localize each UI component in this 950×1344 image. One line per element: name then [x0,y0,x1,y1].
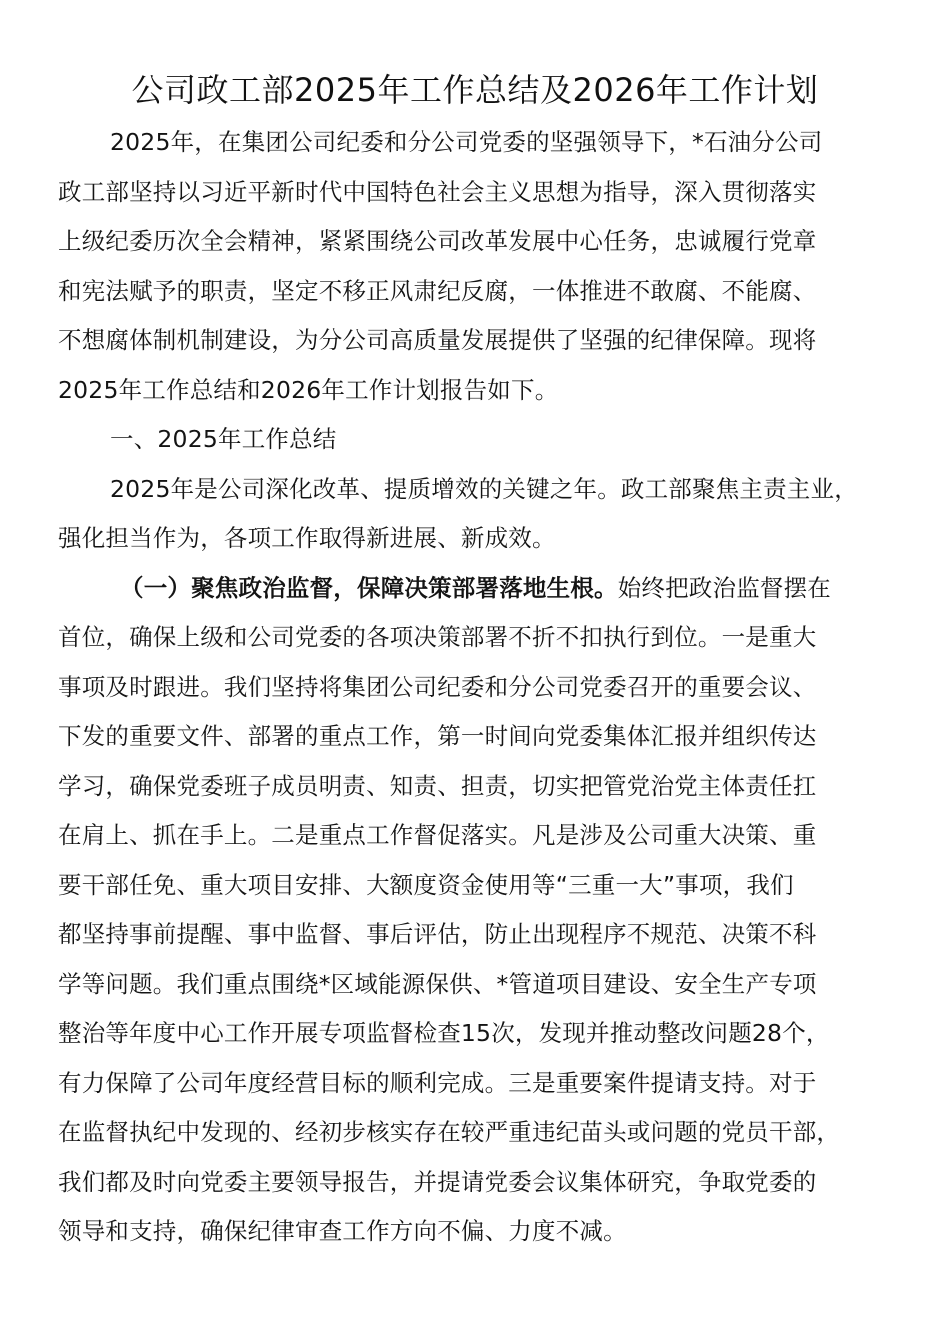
paragraph-line: 下发的重要文件、部署的重点工作，第一时间向党委集体汇报并组织传达 [58,722,817,750]
document-body [58,118,908,1257]
paragraph-line: 上级纪委历次全会精神，紧紧围绕公司改革发展中心任务，忠诚履行党章 [58,227,817,255]
paragraph-line: 不想腐体制机制建设，为分公司高质量发展提供了坚强的纪律保障。现将 [58,326,817,354]
paragraph-line: 强化担当作为，各项工作取得新进展、新成效。 [58,524,556,552]
paragraph-line: 在肩上、抓在手上。二是重点工作督促落实。凡是涉及公司重大决策、重 [58,821,817,849]
paragraph-line: 2025年，在集团公司纪委和分公司党委的坚强领导下，*石油分公司 [110,128,823,156]
paragraph-line: 学等问题。我们重点围绕*区域能源保供、*管道项目建设、安全生产专项 [58,969,817,998]
paragraph-line: 有力保障了公司年度经营目标的顺利完成。三是重要案件提请支持。对于 [58,1068,817,1097]
paragraph-line: 和宪法赋予的职责，坚定不移正风肃纪反腐，一体推进不敢腐、不能腐、 [58,276,817,305]
paragraph-line: 首位，确保上级和公司党委的各项决策部署不折不扣执行到位。一是重大 [58,623,817,651]
subsection-first-line [58,564,908,614]
paragraph-line: 学习，确保党委班子成员明责、知责、担责，切实把管党治党主体责任扛 [58,771,817,800]
paragraph-line: 2025年是公司深化改革、提质增效的关键之年。政工部聚焦主责主业， [110,474,858,503]
section-heading: 一、2025年工作总结 [110,425,337,453]
document-title: 公司政工部2025年工作总结及2026年工作计划 [131,71,819,109]
paragraph-line: 我们都及时向党委主要领导报告，并提请党委会议集体研究，争取党委的 [58,1167,817,1196]
paragraph-line: 整治等年度中心工作开展专项监督检查15次，发现并推动整改问题28个， [58,1019,830,1047]
intro-paragraph [58,118,908,415]
subsection-heading: （一）聚焦政治监督，保障决策部署落地生根。 [120,573,618,602]
paragraph-line: 要干部任免、重大项目安排、大额度资金使用等“三重一大”事项，我们 [58,870,794,899]
paragraph-line: 政工部坚持以习近平新时代中国特色社会主义思想为指导，深入贯彻落实 [58,177,817,206]
subsection-first-line-text: 始终把政治监督摆在 [617,573,832,602]
paragraph-line: 领导和支持，确保纪律审查工作方向不偏、力度不减。 [58,1217,627,1245]
paragraph-line: 都坚持事前提醒、事中监督、事后评估，防止出现程序不规范、决策不科 [58,920,817,948]
paragraph-line: 2025年工作总结和2026年工作计划报告如下。 [58,375,559,404]
subsection-political-supervision [58,564,908,1257]
paragraph-line: 事项及时跟进。我们坚持将集团公司纪委和分公司党委召开的重要会议、 [58,672,817,701]
paragraph-line: 在监督执纪中发现的、经初步核实存在较严重违纪苗头或问题的党员干部， [58,1118,841,1146]
summary-paragraph [58,465,908,564]
